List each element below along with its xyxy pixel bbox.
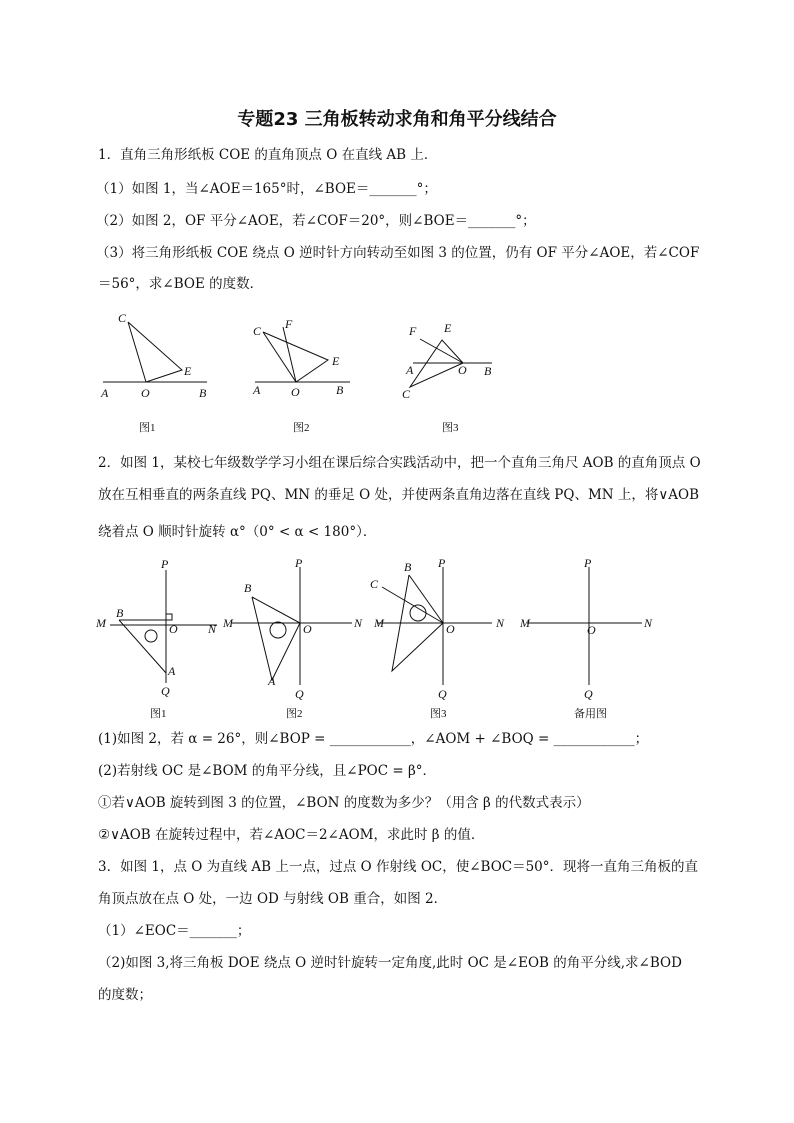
- fig2-label-C: C: [253, 324, 262, 338]
- f1-A: A: [168, 664, 176, 678]
- q2-line3: 绕着点 O 顺时针旋转 α°（0° < α < 180°）．: [98, 524, 377, 540]
- f4-M: M: [520, 616, 530, 630]
- q3-part2-line2: 的度数；: [98, 987, 152, 1003]
- f2-O: O: [303, 622, 312, 636]
- f2-Q: Q: [295, 687, 304, 701]
- q1-figures: [95, 305, 515, 440]
- fig3-caption: 图3: [442, 422, 459, 434]
- fig2-label-B: B: [336, 383, 344, 397]
- q1-part3-line1: （3）将三角形纸板 COE 绕点 O 逆时针方向转动至如图 3 的位置，仍有 OF 平分∠AOE，若∠COF: [96, 245, 700, 261]
- f3-caption: 图3: [430, 708, 447, 720]
- f2-P: P: [295, 556, 303, 570]
- f1-caption: 图1: [150, 708, 167, 720]
- q2-figures: [92, 555, 662, 730]
- fig3-label-C: C: [402, 387, 411, 401]
- f4-Q: Q: [584, 687, 593, 701]
- f1-B: B: [116, 606, 124, 620]
- fig2-caption: 图2: [293, 422, 310, 434]
- fig3-label-F: F: [409, 324, 417, 338]
- fig1-label-C: C: [118, 311, 127, 325]
- f4-caption: 备用图: [574, 708, 607, 720]
- fig3-label-E: E: [444, 321, 452, 335]
- f4-P: P: [584, 556, 592, 570]
- q2-sub1: ①若∨AOB 旋转到图 3 的位置，∠BON 的度数为多少？（用含 β 的代数式表示）: [98, 795, 590, 811]
- q2-part2: (2)若射线 OC 是∠BOM 的角平分线，且∠POC = β°．: [98, 763, 437, 779]
- q1-part1: （1）如图 1，当∠AOE＝165°时，∠BOE＝_______°；: [96, 181, 437, 197]
- q1-stem: 1．直角三角形纸板 COE 的直角顶点 O 在直线 AB 上．: [98, 147, 438, 163]
- fig2-label-A: A: [253, 383, 261, 397]
- fig1-label-B: B: [199, 386, 207, 400]
- f3-Q: Q: [438, 687, 447, 701]
- f2-B: B: [244, 581, 252, 595]
- fig1-label-E: E: [184, 364, 192, 378]
- q3-part1: （1）∠EOC＝_______；: [98, 923, 251, 939]
- fig3-label-A: A: [406, 363, 414, 377]
- q3-line2: 角顶点放在点 O 处，一边 OD 与射线 OB 重合，如图 2．: [98, 891, 448, 907]
- f3-N: N: [496, 616, 505, 630]
- page-title: 专题23 三角板转动求角和角平分线结合: [237, 109, 557, 130]
- q1-part2: （2）如图 2，OF 平分∠AOE，若∠COF＝20°，则∠BOE＝_______°；: [96, 213, 536, 229]
- f1-Q: Q: [161, 684, 170, 698]
- f4-N: N: [644, 616, 653, 630]
- f2-caption: 图2: [286, 708, 303, 720]
- f2-A: A: [268, 674, 276, 688]
- f1-O: O: [169, 622, 178, 636]
- q3-part2-line1: （2)如图 3,将三角板 DOE 绕点 O 逆时针旋转一定角度,此时 OC 是∠EOB 的角平分线,求∠BOD: [98, 955, 682, 971]
- fig2-label-O: O: [291, 385, 300, 399]
- f3-O: O: [446, 622, 455, 636]
- f1-N: N: [208, 622, 217, 636]
- q2-line2: 放在互相垂直的两条直线 PQ、MN 的垂足 O 处，并使两条直角边落在直线 PQ、MN 上，将∨AOB: [98, 487, 700, 503]
- f2-M: M: [223, 616, 233, 630]
- f4-O: O: [587, 623, 596, 637]
- f2-N: N: [354, 616, 363, 630]
- fig1-caption: 图1: [139, 422, 156, 434]
- fig1-label-O: O: [141, 386, 150, 400]
- f3-C: C: [370, 577, 379, 591]
- f1-M: M: [96, 616, 106, 630]
- f3-B: B: [404, 560, 412, 574]
- fig3-label-B: B: [484, 364, 492, 378]
- fig2-label-F: F: [285, 317, 293, 331]
- q2-line1: 2．如图 1，某校七年级数学学习小组在课后综合实践活动中，把一个直角三角尺 AOB 的直角顶点 O: [98, 455, 701, 471]
- f3-P: P: [438, 556, 446, 570]
- f1-P: P: [161, 557, 169, 571]
- q2-part1: (1)如图 2，若 α = 26°，则∠BOP = ____________，∠AOM + ∠BOQ = ____________；: [98, 731, 649, 747]
- f3-M: M: [374, 616, 384, 630]
- fig3-label-O: O: [458, 363, 467, 377]
- q3-line1: 3．如图 1，点 O 为直线 AB 上一点，过点 O 作射线 OC，使∠BOC＝50°．现将一直角三角板的直: [98, 859, 699, 875]
- q2-sub2: ②∨AOB 在旋转过程中，若∠AOC＝2∠AOM，求此时 β 的值．: [98, 827, 485, 843]
- fig1-label-A: A: [101, 386, 109, 400]
- fig2-label-E: E: [332, 354, 340, 368]
- q1-part3-line2: ＝56°，求∠BOE 的度数．: [98, 276, 264, 292]
